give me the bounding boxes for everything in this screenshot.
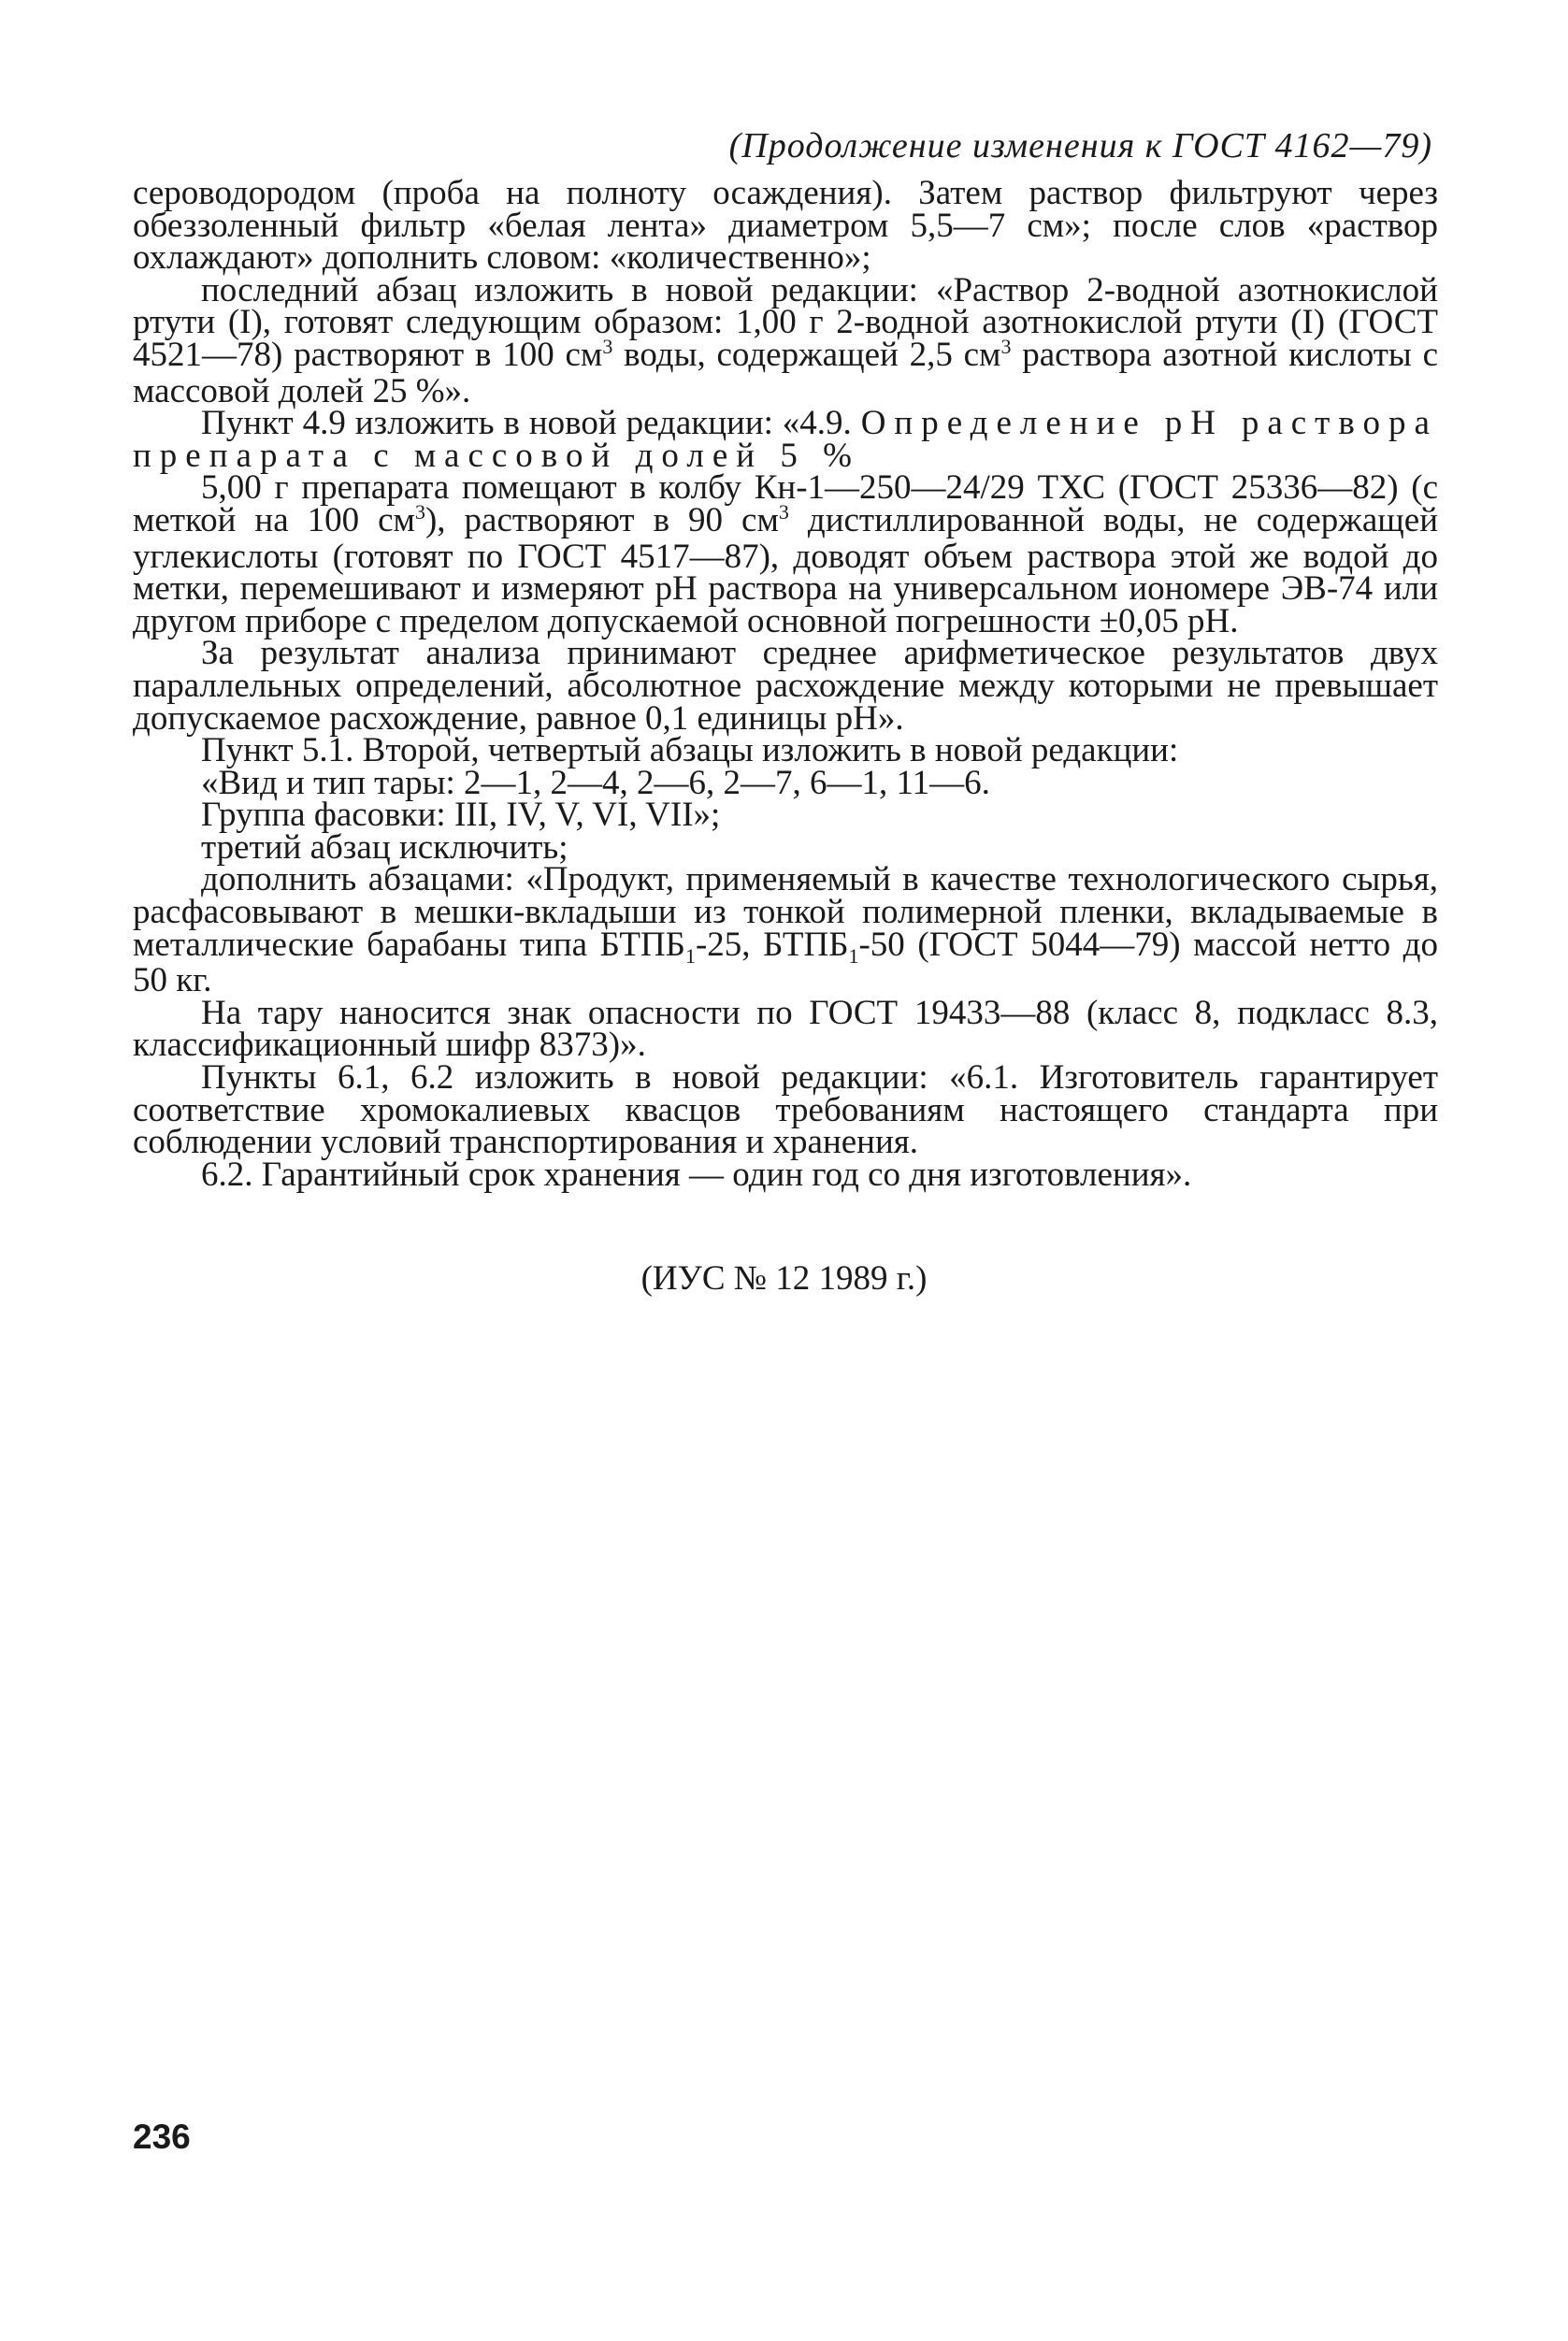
paragraph-2: [133, 270, 1438, 410]
paragraph-9: третий абзац исключить;: [201, 827, 568, 867]
paragraph-10-text-c: -50 (ГОСТ 5044—79) массой нетто до 50 кг.: [133, 925, 1439, 1000]
paragraph-7: «Вид и тип тары: 2—1, 2—4, 2—6, 2—7, 6—1, 11—6.: [201, 763, 990, 802]
paragraph-4-text-b: ), растворяют в 90 см: [424, 500, 779, 539]
paragraph-2-text-c: раствора азотной кислоты с массовой долей 25 %».: [133, 335, 1438, 410]
paragraph-13: 6.2. Гарантийный срок хранения — один год со дня изготовления».: [201, 1155, 1192, 1194]
publication-reference: (ИУС № 12 1989 г.): [640, 1259, 928, 1298]
paragraph-12: Пункты 6.1, 6.2 изложить в новой редакции: «6.1. Изготовитель гарантирует соответствие хромокалиевых квасцов требованиям настоящего стандарта при соблюдении условий транспортирования и хранения.: [133, 1058, 1438, 1162]
paragraph-2-text-b: воды, содержащей 2,5 см: [612, 335, 1001, 374]
paragraph-10-text-b: -25, БТПБ: [695, 925, 849, 964]
section-heading-ph: Определение рН раствора препарата с массовой долей 5 %: [133, 404, 1438, 475]
running-header: (Продолжение изменения к ГОСТ 4162—79): [728, 126, 1432, 165]
paragraph-10: [133, 860, 1439, 1000]
superscript-3: 3: [602, 334, 613, 358]
page-number: 236: [133, 2118, 191, 2156]
subscript-1: 1: [684, 943, 696, 968]
paragraph-4-text-a: 5,00 г препарата помещают в колбу Кн-1—250—24/29 ТХС (ГОСТ 25336—82) (с меткой на 100 см: [133, 468, 1438, 539]
paragraph-6: Пункт 5.1. Второй, четвертый абзацы изложить в новой редакции:: [201, 731, 1179, 770]
paragraph-3-text: Пункт 4.9 изложить в новой редакции: «4.9.: [201, 404, 861, 443]
paragraph-1: сероводородом (проба на полноту осаждения). Затем раствор фильтруют через обеззоленный фильтр «белая лента» диаметром 5,5—7 см»; после слов «раствор охлаждают» дополнить словом: «количественно»;: [133, 174, 1438, 278]
paragraph-2-text-a: последний абзац изложить в новой редакции: «Раствор 2-водной азотнокислой ртути (I), готовят следующим образом: 1,00 г 2-водной азотнокислой ртути (I) (ГОСТ 4521—78) растворяют в 100 см: [133, 270, 1438, 374]
paragraph-8: Группа фасовки: III, IV, V, VI, VII»;: [201, 796, 721, 835]
subscript-1: 1: [848, 943, 859, 968]
paragraph-10-text-a: дополнить абзацами: «Продукт, применяемый в качестве технологического сырья, расфасовывают в мешки-вкладыши из тонкой полимерной пленки, вкладываемые в металлические барабаны типа БТПБ: [133, 860, 1438, 964]
paragraph-4: [133, 468, 1439, 640]
paragraph-4-text-c: дистиллированной воды, не содержащей углекислоты (готовят по ГОСТ 4517—87), доводят объем раствора этой же водой до метки, перемешивают и измеряют рН раствора на универсальном иономере ЭВ-74 или другом приборе с пределом допускаемой основной погрешности ±0,05 pH.: [133, 500, 1439, 640]
paragraph-5: За результат анализа принимают среднее арифметическое результатов двух параллельных определений, абсолютное расхождение между которыми не превышает допускаемое расхождение, равное 0,1 единицы рН».: [133, 634, 1438, 738]
document-body: [133, 174, 1439, 1194]
superscript-3: 3: [1000, 334, 1012, 358]
superscript-3: 3: [414, 499, 425, 524]
paragraph-11: На тару наносится знак опасности по ГОСТ 19433—88 (класс 8, подкласс 8.3, классификационный шифр 8373)».: [133, 993, 1438, 1065]
superscript-3: 3: [778, 499, 789, 524]
paragraph-3: [133, 404, 1438, 475]
